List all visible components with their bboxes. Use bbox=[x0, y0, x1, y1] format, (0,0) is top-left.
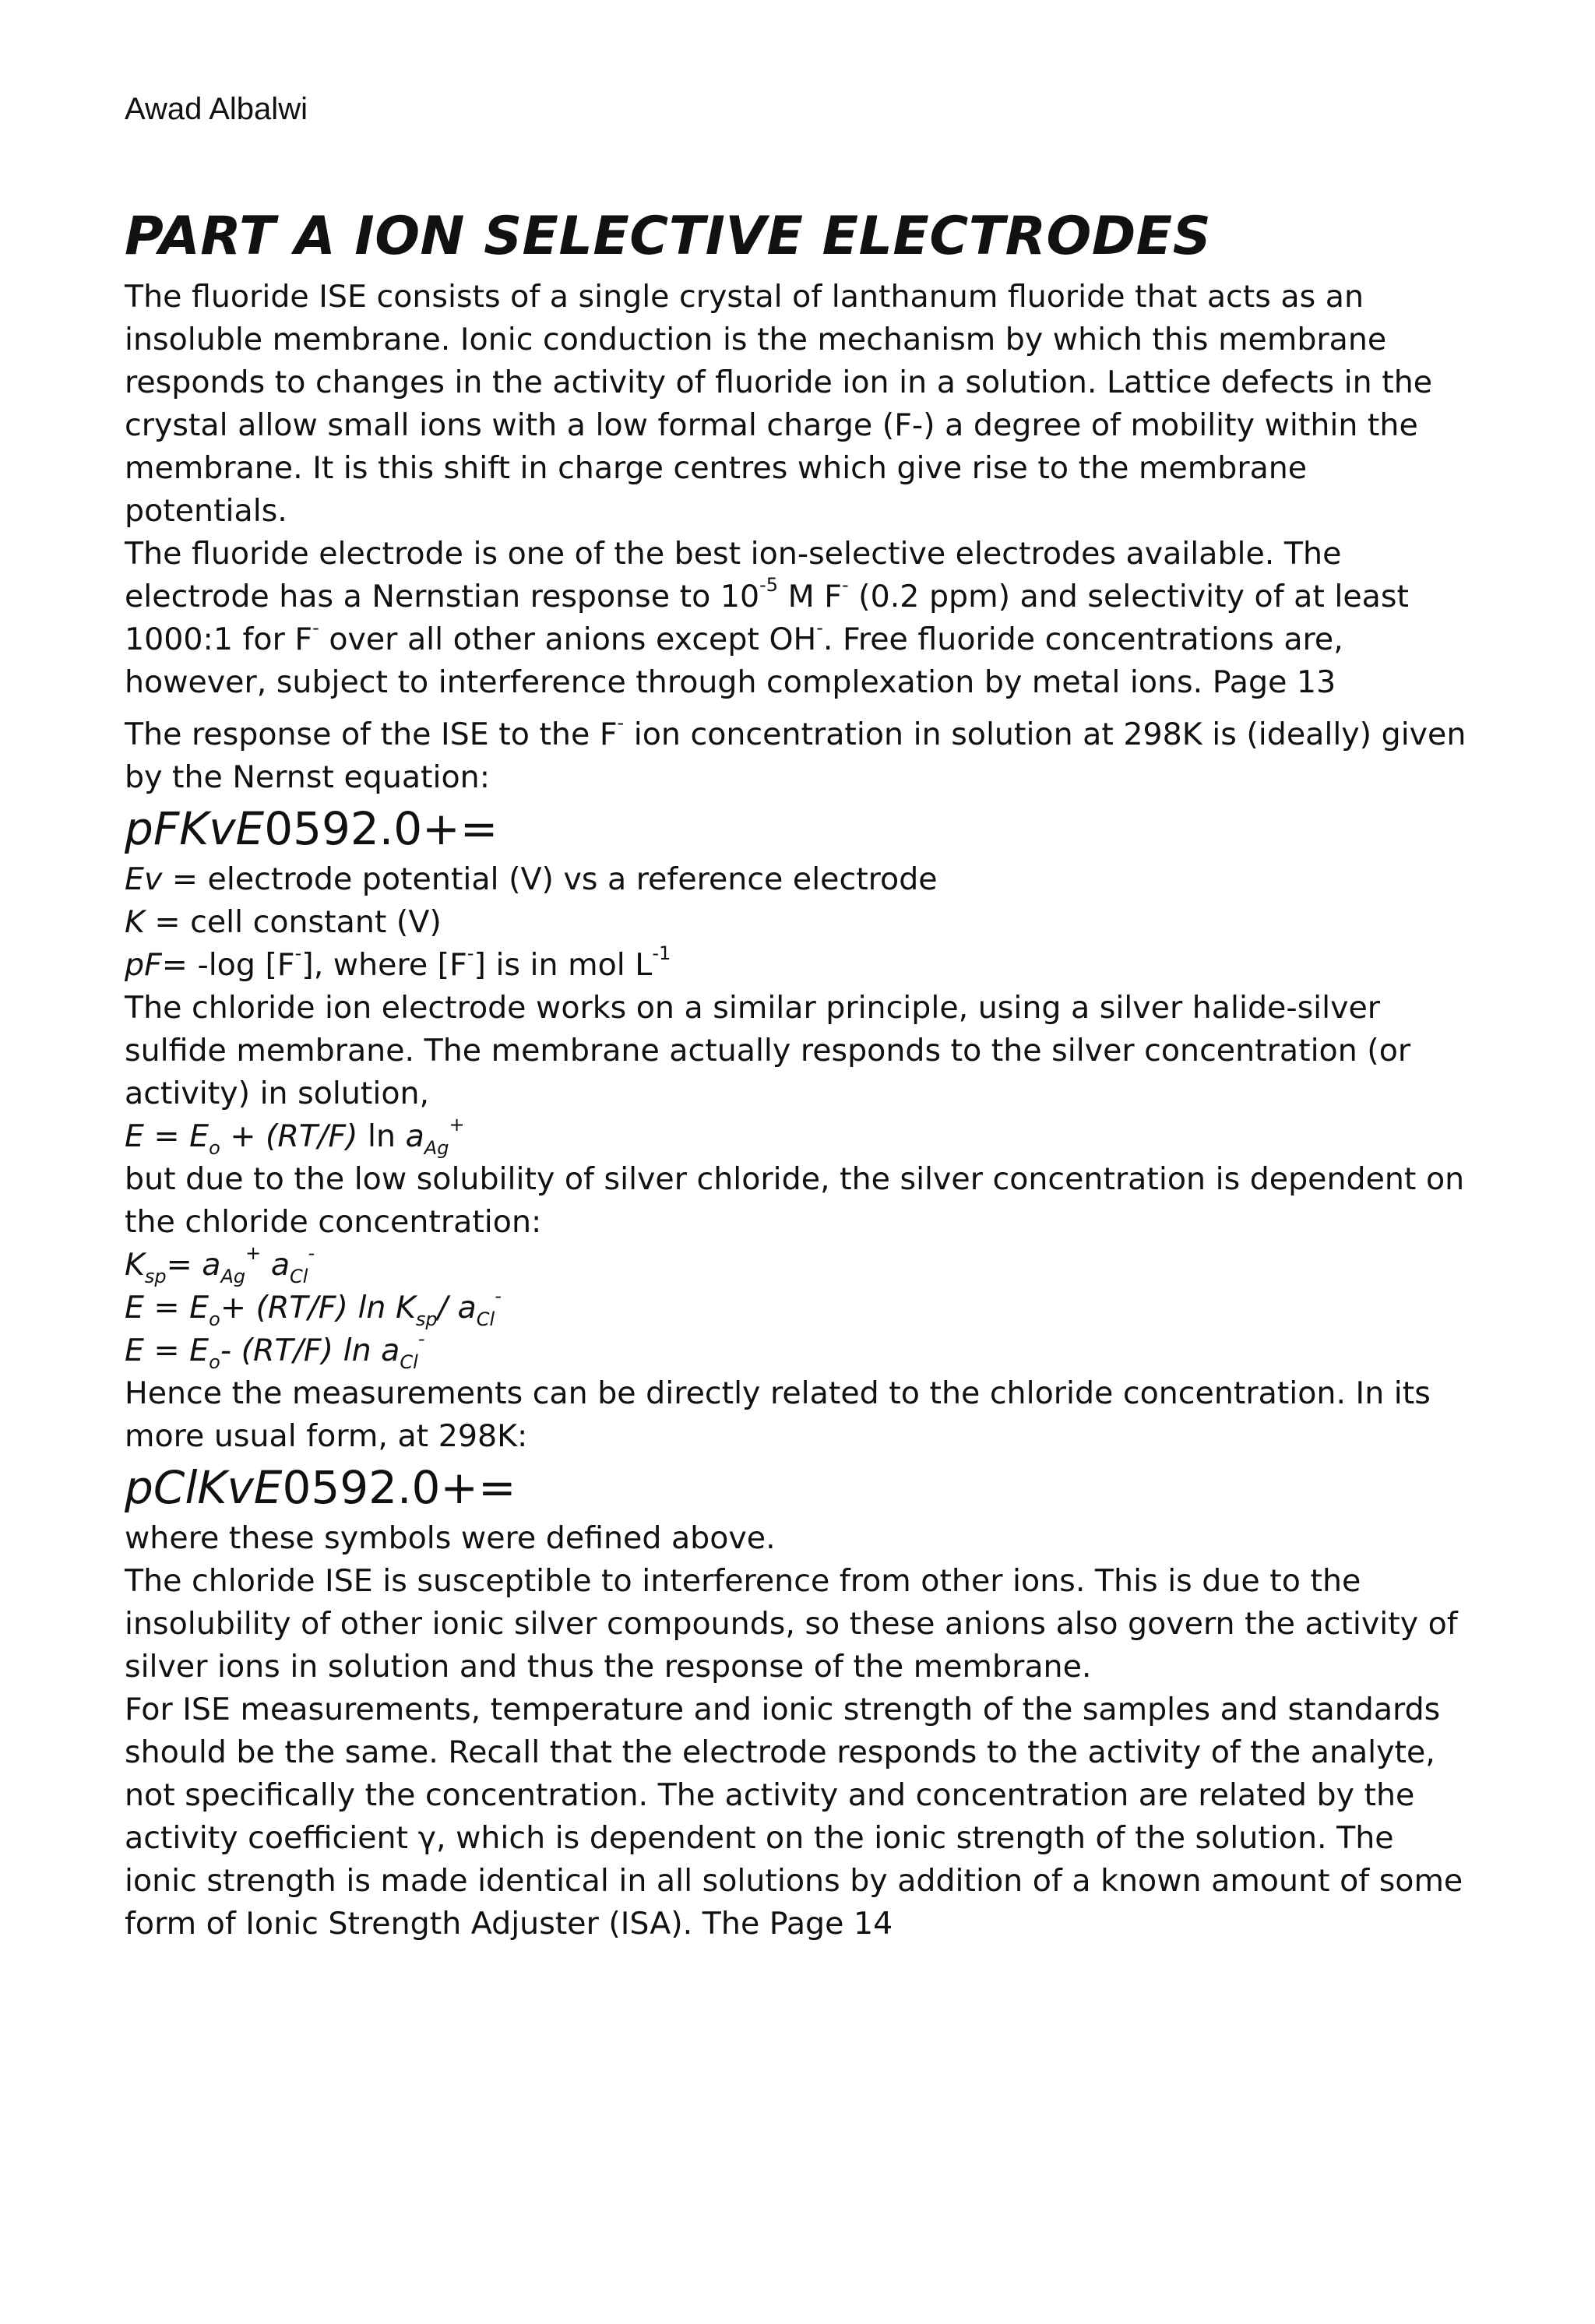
charge-minus: - bbox=[617, 712, 625, 734]
equation-ksp-substituted: $E = E_o+ (RT/F)$ $\ln K_{sp}/$ $a_{Cl}^-$ bbox=[125, 1285, 502, 1330]
author-name: Awad Albalwi bbox=[125, 92, 308, 126]
paragraph-interference: The chloride ISE is susceptible to interference from other ions. This is due to the insolubility of other ionic silver compounds, so these anions also govern the activity of silver ions in solution and thus the response of the membrane. bbox=[125, 1563, 1458, 1685]
definition-k: K = cell constant (V) bbox=[125, 904, 442, 940]
charge-minus: - bbox=[312, 617, 319, 639]
equation-silver-potential: $E = E_o + (RT/F)$ $\ln a_{Ag}^+$ bbox=[125, 1114, 465, 1159]
equation-chloride-potential: $E = E_o-$ (RT/F) $\ln a_{Cl}^-$ bbox=[125, 1328, 425, 1373]
paragraph-fluoride-ise: The fluoride ISE consists of a single crystal of lanthanum fluoride that acts as an insoluble membrane. Ionic conduction is the mechanism by which this membrane responds to changes in the activity of fluoride ion in a solution. Lattice defects in the crystal allow small ions with a low formal charge (F-) a degree of mobility within the membrane. It is this shift in charge centres which give rise to the membrane potentials. bbox=[125, 279, 1433, 529]
section-heading: PART A ION SELECTIVE ELECTRODES bbox=[125, 206, 1212, 267]
exponent: -5 bbox=[759, 574, 779, 596]
definition-pf: pF= -log [F-], where [F-] is in mol $L^{-1}$ bbox=[125, 942, 671, 983]
document-page bbox=[125, 87, 1472, 1945]
equation-ksp: $K_{sp}= a_{Ag}^+$ $a_{Cl}^-$ bbox=[125, 1242, 315, 1287]
paragraph-solubility: but due to the low solubility of silver chloride, the silver concentration is dependent on the chloride concentration: bbox=[125, 1161, 1465, 1240]
definition-ev: Ev = electrode potential (V) vs a reference electrode bbox=[125, 861, 938, 897]
charge-minus: - bbox=[816, 617, 823, 639]
paragraph-chloride-electrode: The chloride ion electrode works on a similar principle, using a silver halide-silver sulfide membrane. The membrane actually responds to the silver concentration (or activity) in solution, bbox=[125, 990, 1411, 1111]
charge-minus: - bbox=[841, 574, 849, 596]
paragraph-symbols-defined: where these symbols were defined above. bbox=[125, 1520, 776, 1556]
paragraph-chloride-relation: Hence the measurements can be directly related to the chloride concentration. In its more usual form, at 298K: bbox=[125, 1375, 1431, 1454]
equation-chloride-nernst: pClKvE0592.0+= bbox=[125, 1461, 516, 1514]
paragraph-nernst-response: The response of the ISE to the F- ion concentration in solution at 298K is (ideally) given by the Nernst equation: bbox=[125, 712, 1466, 795]
paragraph-fluoride-electrode: The fluoride electrode is one of the best ion-selective electrodes available. The electrode has a Nernstian response to $10^{-5}$ M F- (0.2 ppm) and selectivity of at least 1000:1 for F- over all other anions except OH-. Free fluoride concentrations are, however, subject to interference through complexation by metal ions. Page 13 bbox=[125, 536, 1409, 700]
paragraph-ise-measurements: For ISE measurements, temperature and ionic strength of the samples and standards should be the same. Recall that the electrode responds to the activity of the analyte, not specifically the concentration. The activity and concentration are related by the activity coefficient γ, which is dependent on the ionic strength of the solution. The ionic strength is made identical in all solutions by addition of a known amount of some form of Ionic Strength Adjuster (ISA). The Page 14 bbox=[125, 1692, 1463, 1942]
equation-fluoride-nernst: pFKvE0592.0+= bbox=[125, 802, 498, 855]
